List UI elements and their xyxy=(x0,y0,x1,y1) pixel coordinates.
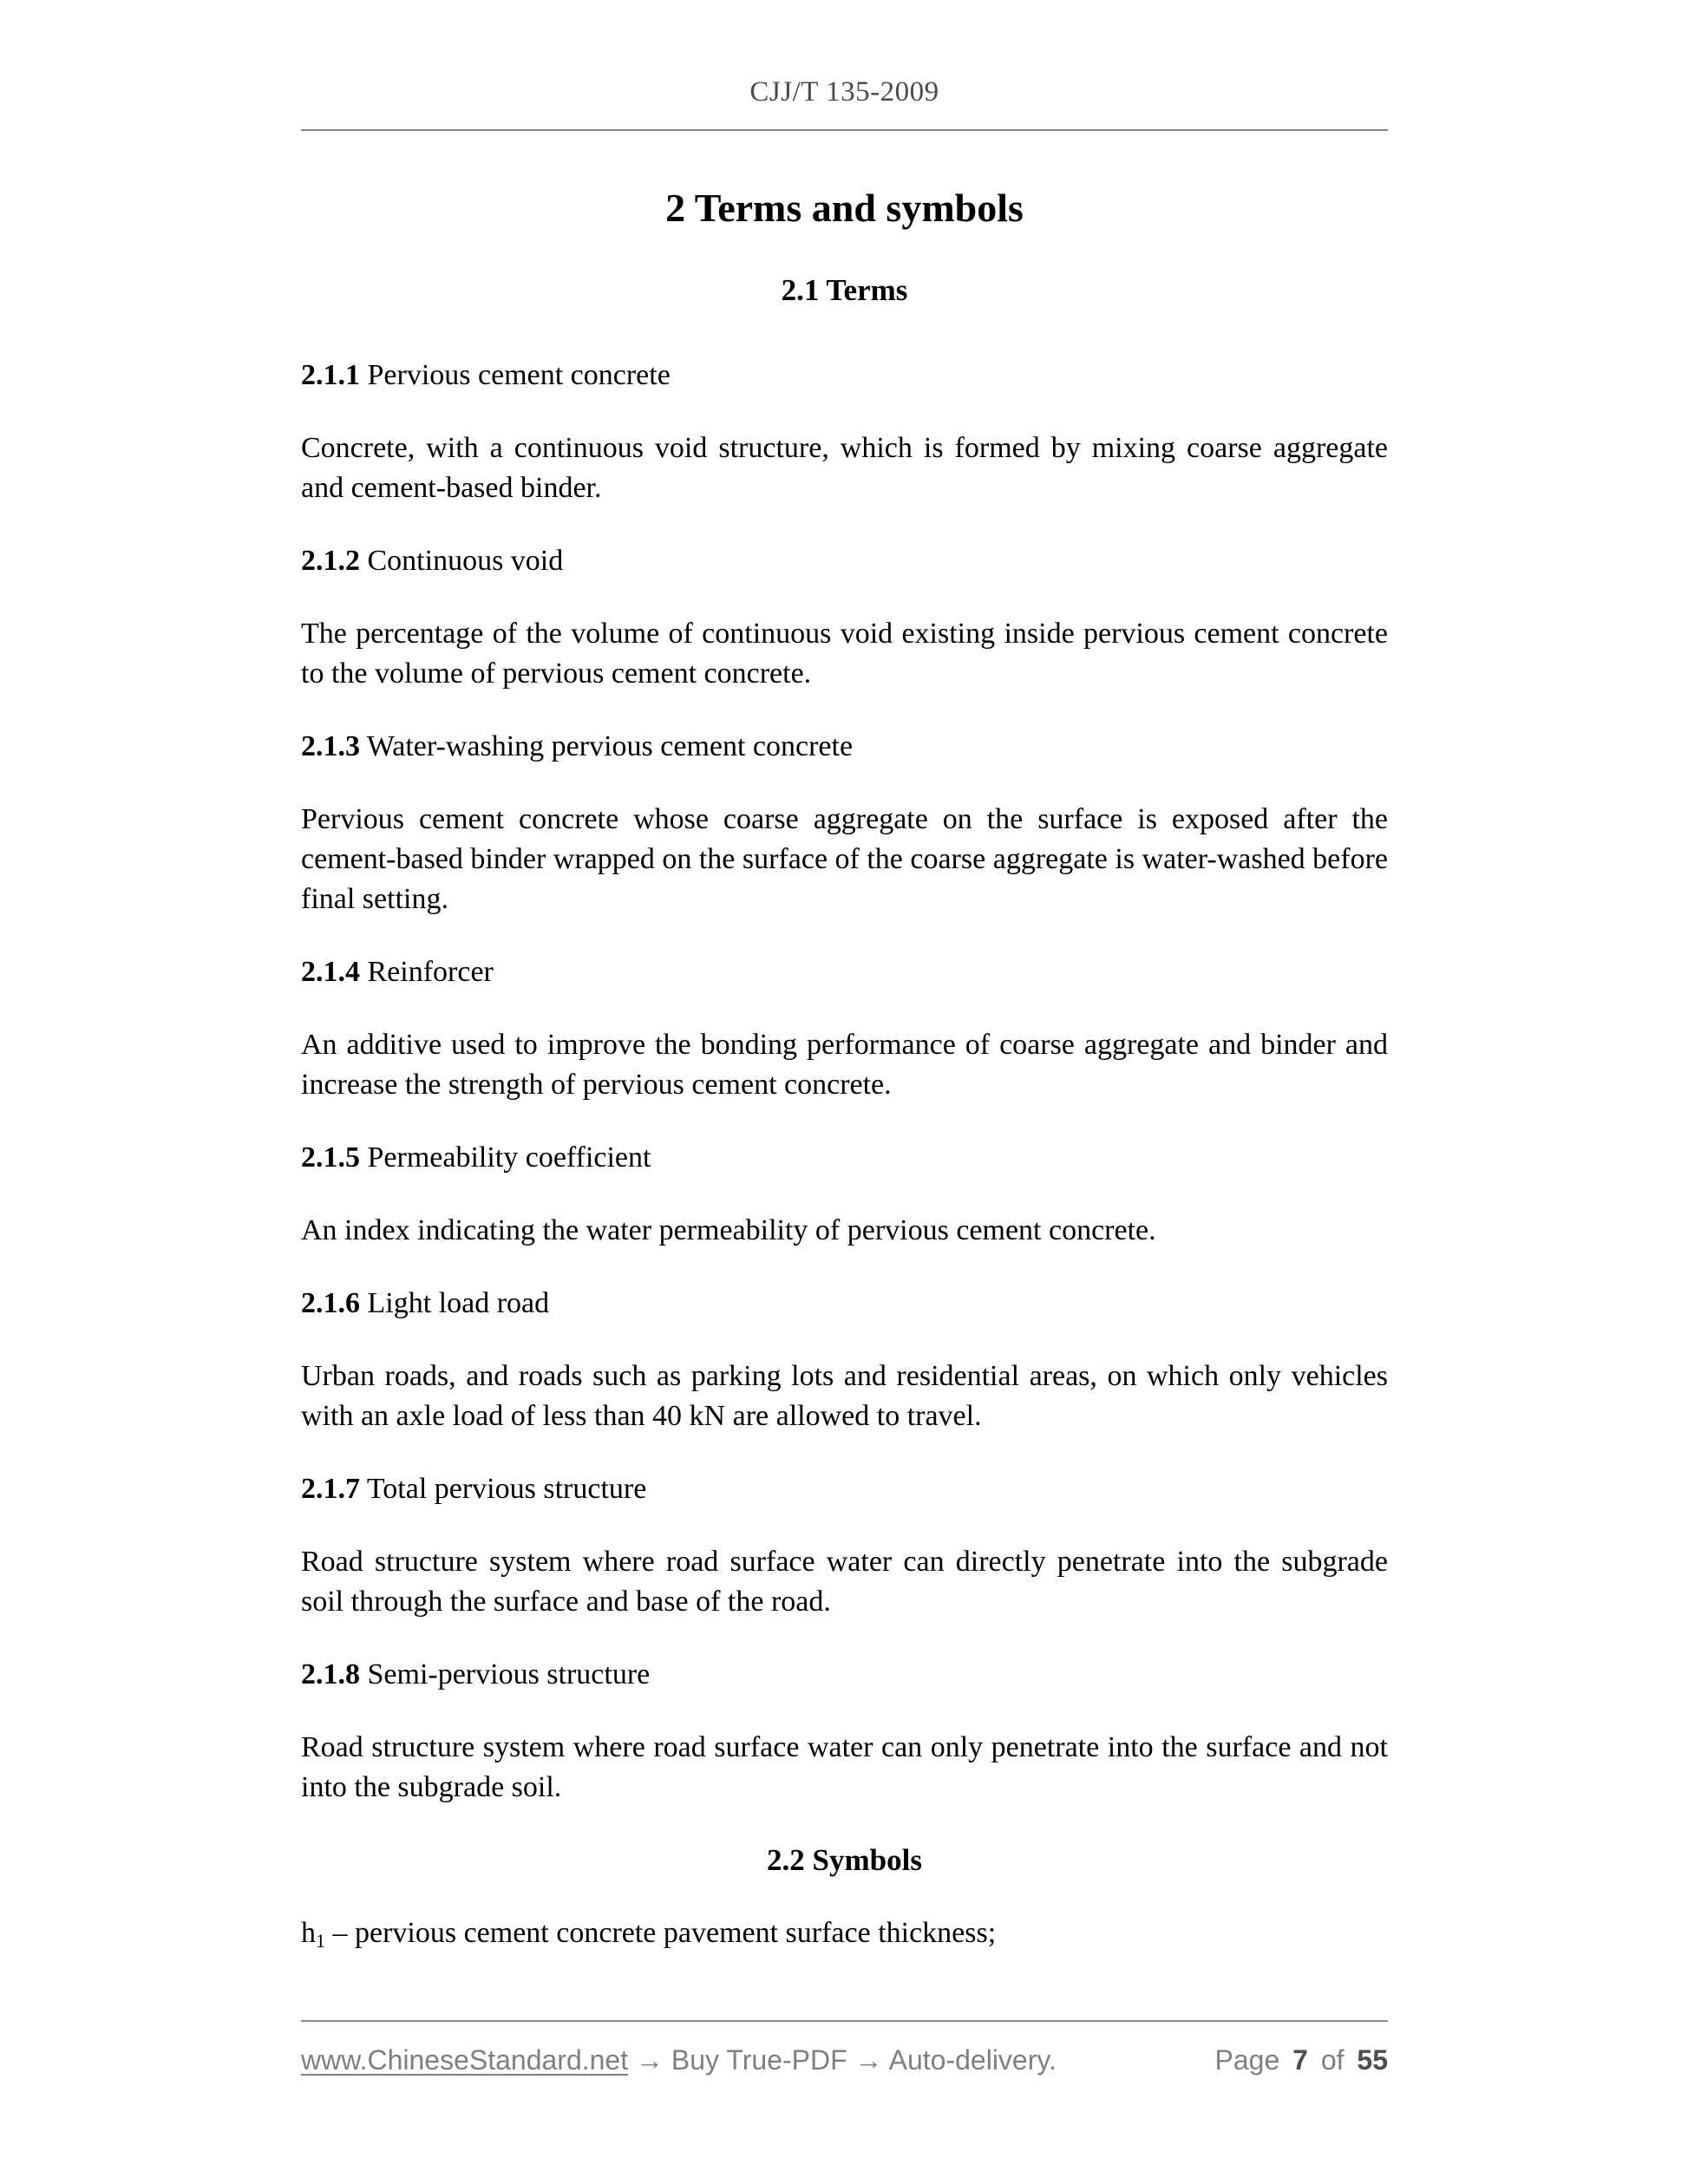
term-number: 2.1.1 xyxy=(301,359,360,391)
term-number: 2.1.5 xyxy=(301,1141,360,1174)
page-total: 55 xyxy=(1357,2044,1388,2076)
term-item xyxy=(301,541,1388,694)
page-title: 2 Terms and symbols xyxy=(665,186,1024,230)
header-rule xyxy=(301,129,1388,131)
term-definition: An index indicating the water permeability of pervious cement concrete. xyxy=(301,1214,1156,1246)
of-label: of xyxy=(1320,2044,1345,2076)
term-name: Water-washing pervious cement concrete xyxy=(366,730,854,762)
term-name: Total pervious structure xyxy=(366,1473,647,1505)
term-item xyxy=(301,1655,1388,1808)
symbol-item xyxy=(301,1913,1388,1953)
footer-link[interactable]: www.ChineseStandard.net xyxy=(301,2044,629,2076)
term-item xyxy=(301,1138,1388,1251)
footer-left xyxy=(301,2043,1057,2077)
term-heading xyxy=(301,1284,1388,1324)
term-heading xyxy=(301,541,1388,581)
term-item xyxy=(301,1284,1388,1436)
term-definition: Urban roads, and roads such as parking lots and residential areas, on which only vehicles with an axle load of less than 40 kN are allowed to travel. xyxy=(301,1360,1388,1432)
term-number: 2.1.3 xyxy=(301,730,360,762)
term-name: Pervious cement concrete xyxy=(367,359,671,391)
term-item xyxy=(301,952,1388,1105)
page-number: 7 xyxy=(1292,2044,1308,2076)
term-number: 2.1.4 xyxy=(301,956,360,988)
term-definition: An additive used to improve the bonding performance of coarse aggregate and binder and increase the strength of pervious cement concrete. xyxy=(301,1029,1388,1101)
term-heading xyxy=(301,1469,1388,1509)
term-definition: Concrete, with a continuous void structure, which is formed by mixing coarse aggregate and cement-based binder. xyxy=(301,432,1388,504)
term-number: 2.1.8 xyxy=(301,1658,360,1690)
term-heading xyxy=(301,952,1388,992)
term-definition: Pervious cement concrete whose coarse aggregate on the surface is exposed after the cement-based binder wrapped on the surface of the coarse aggregate is water-washed before final setting. xyxy=(301,803,1388,915)
term-name: Semi-pervious structure xyxy=(367,1658,651,1690)
term-number: 2.1.6 xyxy=(301,1287,360,1319)
term-number: 2.1.2 xyxy=(301,545,360,577)
page-footer xyxy=(301,2020,1388,2077)
page-label: Page xyxy=(1214,2044,1280,2076)
term-definition: The percentage of the volume of continuous void existing inside pervious cement concrete to the volume of pervious cement concrete. xyxy=(301,618,1388,690)
term-heading xyxy=(301,356,1388,396)
term-number: 2.1.7 xyxy=(301,1473,360,1505)
page-indicator xyxy=(1215,2043,1388,2077)
section-heading-terms: 2.1 Terms xyxy=(781,273,908,307)
symbol-base: h xyxy=(301,1917,316,1949)
section-heading-symbols: 2.2 Symbols xyxy=(767,1843,922,1877)
term-heading xyxy=(301,1138,1388,1178)
term-item xyxy=(301,1469,1388,1622)
document-body xyxy=(301,170,1388,1986)
term-name: Light load road xyxy=(367,1287,550,1319)
term-name: Permeability coefficient xyxy=(367,1141,651,1174)
term-definition: Road structure system where road surface water can directly penetrate into the subgrade soil through the surface and base of the road. xyxy=(301,1546,1388,1618)
term-heading xyxy=(301,1655,1388,1695)
term-item xyxy=(301,727,1388,919)
term-heading xyxy=(301,727,1388,767)
doc-number: CJJ/T 135-2009 xyxy=(749,76,939,108)
symbol-subscript: 1 xyxy=(316,1930,325,1952)
term-name: Reinforcer xyxy=(367,956,494,988)
symbol-description: – pervious cement concrete pavement surface thickness; xyxy=(332,1917,997,1949)
term-name: Continuous void xyxy=(367,545,564,577)
footer-tagline: → Buy True-PDF → Auto-delivery. xyxy=(628,2044,1057,2076)
term-item xyxy=(301,356,1388,508)
term-definition: Road structure system where road surface water can only penetrate into the surface and not into the subgrade soil. xyxy=(301,1731,1388,1803)
